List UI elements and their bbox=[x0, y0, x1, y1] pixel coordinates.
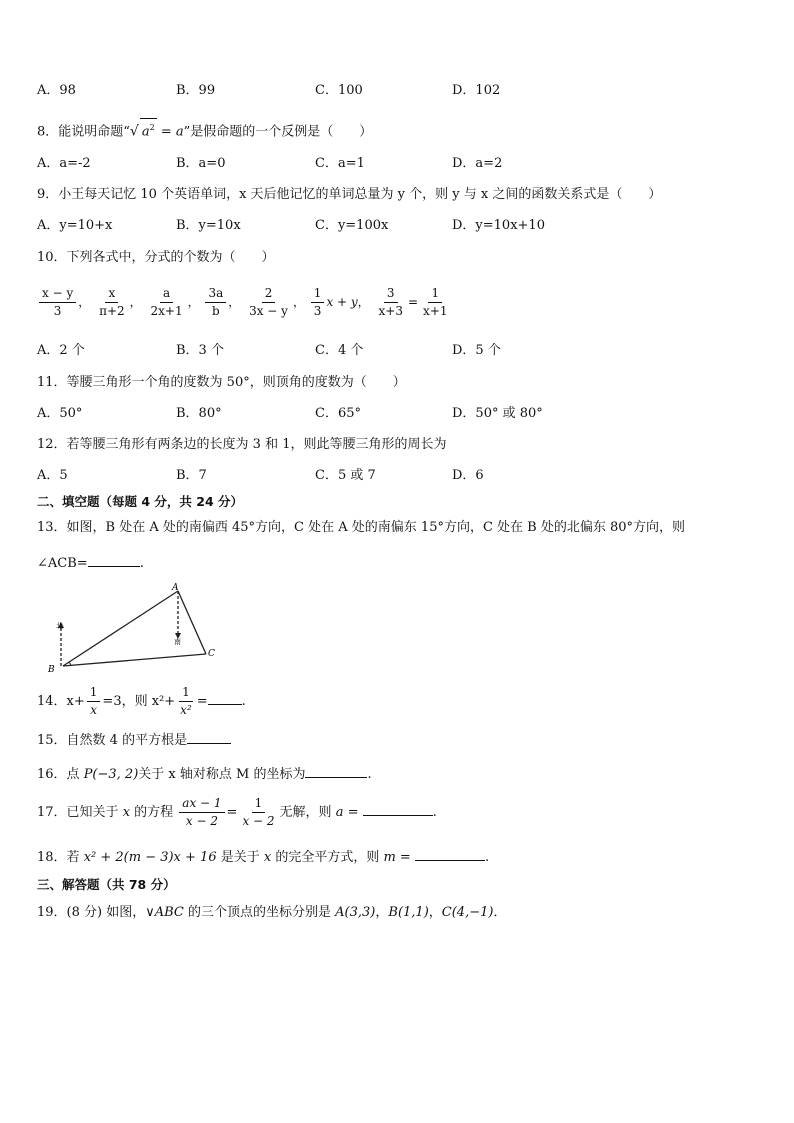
q7-option-d: D．102 bbox=[452, 83, 501, 98]
q7-option-c: C．100 bbox=[315, 83, 363, 98]
point-label-b: B bbox=[48, 665, 55, 674]
q13-stem: 13．如图，B 处在 A 处的南偏西 45°方向，C 处在 A 处的南偏东 15°方向，C 处在 B 处的北偏东 80°方向，则 bbox=[37, 520, 686, 535]
q7-option-a: A．98 bbox=[37, 83, 76, 98]
q13-figure bbox=[45, 582, 230, 674]
q13-answer-line: ∠ACB= . bbox=[37, 552, 144, 573]
section-2-heading: 二、填空题（每题 4 分，共 24 分） bbox=[37, 494, 244, 509]
q12-option-c: C．5 或 7 bbox=[315, 468, 376, 483]
q7-option-b: B．99 bbox=[176, 83, 216, 98]
q19-triangle: ∨ABC bbox=[145, 905, 184, 920]
q8-option-c: C．a=1 bbox=[315, 156, 365, 171]
q10-option-a: A．2 个 bbox=[37, 343, 85, 358]
q11-option-b: B．80° bbox=[176, 406, 222, 421]
q11-option-d: D．50° 或 80° bbox=[452, 406, 543, 421]
q11-option-c: C．65° bbox=[315, 406, 361, 421]
q18-blank bbox=[415, 846, 485, 861]
q17-stem: 17．已知关于 x 的方程 $\frac{ax - 1}{x - 2}$ = $\frac{1}{x - 2}$ 无解，则 a = . bbox=[37, 796, 437, 828]
q18-expression: x² + 2(m − 3)x + 16 bbox=[83, 850, 217, 865]
q13-blank bbox=[88, 552, 140, 567]
segment-bc bbox=[63, 654, 206, 666]
segment-ac bbox=[178, 591, 206, 654]
q12-option-b: B．7 bbox=[176, 468, 207, 483]
q10-frac-7: $\frac{3}{x+3}$ bbox=[378, 286, 403, 318]
q15-blank bbox=[187, 729, 231, 744]
q16-point: P(−3, 2) bbox=[83, 767, 139, 782]
section-3-heading: 三、解答题（共 78 分） bbox=[37, 877, 176, 892]
q9-option-b: B．y=10x bbox=[176, 218, 241, 233]
q17-blank bbox=[363, 801, 433, 816]
q12-option-a: A．5 bbox=[37, 468, 68, 483]
q9-option-d: D．y=10x+10 bbox=[452, 218, 545, 233]
q12-stem: 12．若等腰三角形有两条边的长度为 3 和 1，则此等腰三角形的周长为 bbox=[37, 437, 447, 452]
q10-expressions: $\frac{x - y}{3}$ ， $\frac{x}{\pi+2}$ ， $\frac{a}{2x+1}$ ， $\frac{3a}{b}$ ， $\frac{2}{3x - y}$ ， $\frac{1}{3}$ x + y， $\frac{3}{x+3}$ = $\frac{1}{x+1}$ bbox=[37, 285, 453, 320]
q8-stem: 8．能说明命题“√ $a^2 = a$”是假命题的一个反例是（ ） bbox=[37, 118, 372, 141]
q9-stem: 9．小王每天记忆 10 个英语单词，x 天后他记忆的单词总量为 y 个，则 y 与 x 之间的函数关系式是（ ） bbox=[37, 187, 662, 202]
point-label-c: C bbox=[208, 649, 215, 659]
segment-ab bbox=[63, 591, 178, 666]
q8-rhs: a bbox=[175, 124, 184, 140]
q10-frac-8: $\frac{1}{x+1}$ bbox=[423, 286, 448, 318]
q8-exponent: 2 bbox=[149, 123, 155, 132]
q18-stem: 18．若 x² + 2(m − 3)x + 16 是关于 x 的完全平方式，则 m = . bbox=[37, 846, 489, 867]
q10-frac-1: $\frac{x - y}{3}$ bbox=[39, 285, 76, 320]
q8-radicand: a bbox=[141, 124, 150, 140]
q10-frac-3: $\frac{a}{2x+1}$ bbox=[150, 286, 183, 318]
q10-frac-2: $\frac{x}{\pi+2}$ bbox=[99, 286, 125, 318]
q19-stem: 19．(8 分) 如图，∨ABC 的三个顶点的坐标分别是 A(3,3)，B(1,1)，C(4,−1)． bbox=[37, 905, 507, 920]
q16-stem: 16．点 P(−3, 2)关于 x 轴对称点 M 的坐标为 . bbox=[37, 763, 372, 784]
q10-frac-5: $\frac{2}{3x - y}$ bbox=[249, 286, 288, 318]
q15-stem: 15．自然数 4 的平方根是 bbox=[37, 729, 231, 750]
q12-option-d: D．6 bbox=[452, 468, 484, 483]
q14-stem: 14．x+ $\frac{1}{x}$ =3，则 x²+ $\frac{1}{\text{x²}}$ = . bbox=[37, 685, 246, 717]
q8-option-b: B．a=0 bbox=[176, 156, 226, 171]
south-label: 南 bbox=[174, 638, 181, 646]
point-label-a: A bbox=[172, 583, 179, 593]
q10-frac-6-tail: x + y bbox=[326, 295, 358, 309]
q9-option-c: C．y=100x bbox=[315, 218, 389, 233]
q10-stem: 10．下列各式中，分式的个数为（ ） bbox=[37, 250, 275, 265]
q11-option-a: A．50° bbox=[37, 406, 83, 421]
q10-option-d: D．5 个 bbox=[452, 343, 501, 358]
q16-blank bbox=[305, 763, 367, 778]
q10-frac-4: $\frac{3a}{b}$ bbox=[205, 285, 226, 320]
q10-option-b: B．3 个 bbox=[176, 343, 224, 358]
q10-frac-6: $\frac{1}{3}$ bbox=[311, 285, 325, 320]
q14-blank bbox=[208, 690, 242, 705]
q8-equals: = bbox=[156, 124, 176, 140]
q8-prefix: 8．能说明命题“ bbox=[37, 124, 130, 140]
q10-option-c: C．4 个 bbox=[315, 343, 364, 358]
q11-stem: 11．等腰三角形一个角的度数为 50°，则顶角的度数为（ ） bbox=[37, 375, 406, 390]
q9-option-a: A．y=10+x bbox=[37, 218, 113, 233]
north-label: 北 bbox=[56, 622, 63, 630]
q8-option-a: A．a=-2 bbox=[37, 156, 91, 171]
q8-option-d: D．a=2 bbox=[452, 156, 503, 171]
q8-suffix: ”是假命题的一个反例是（ ） bbox=[183, 124, 373, 140]
